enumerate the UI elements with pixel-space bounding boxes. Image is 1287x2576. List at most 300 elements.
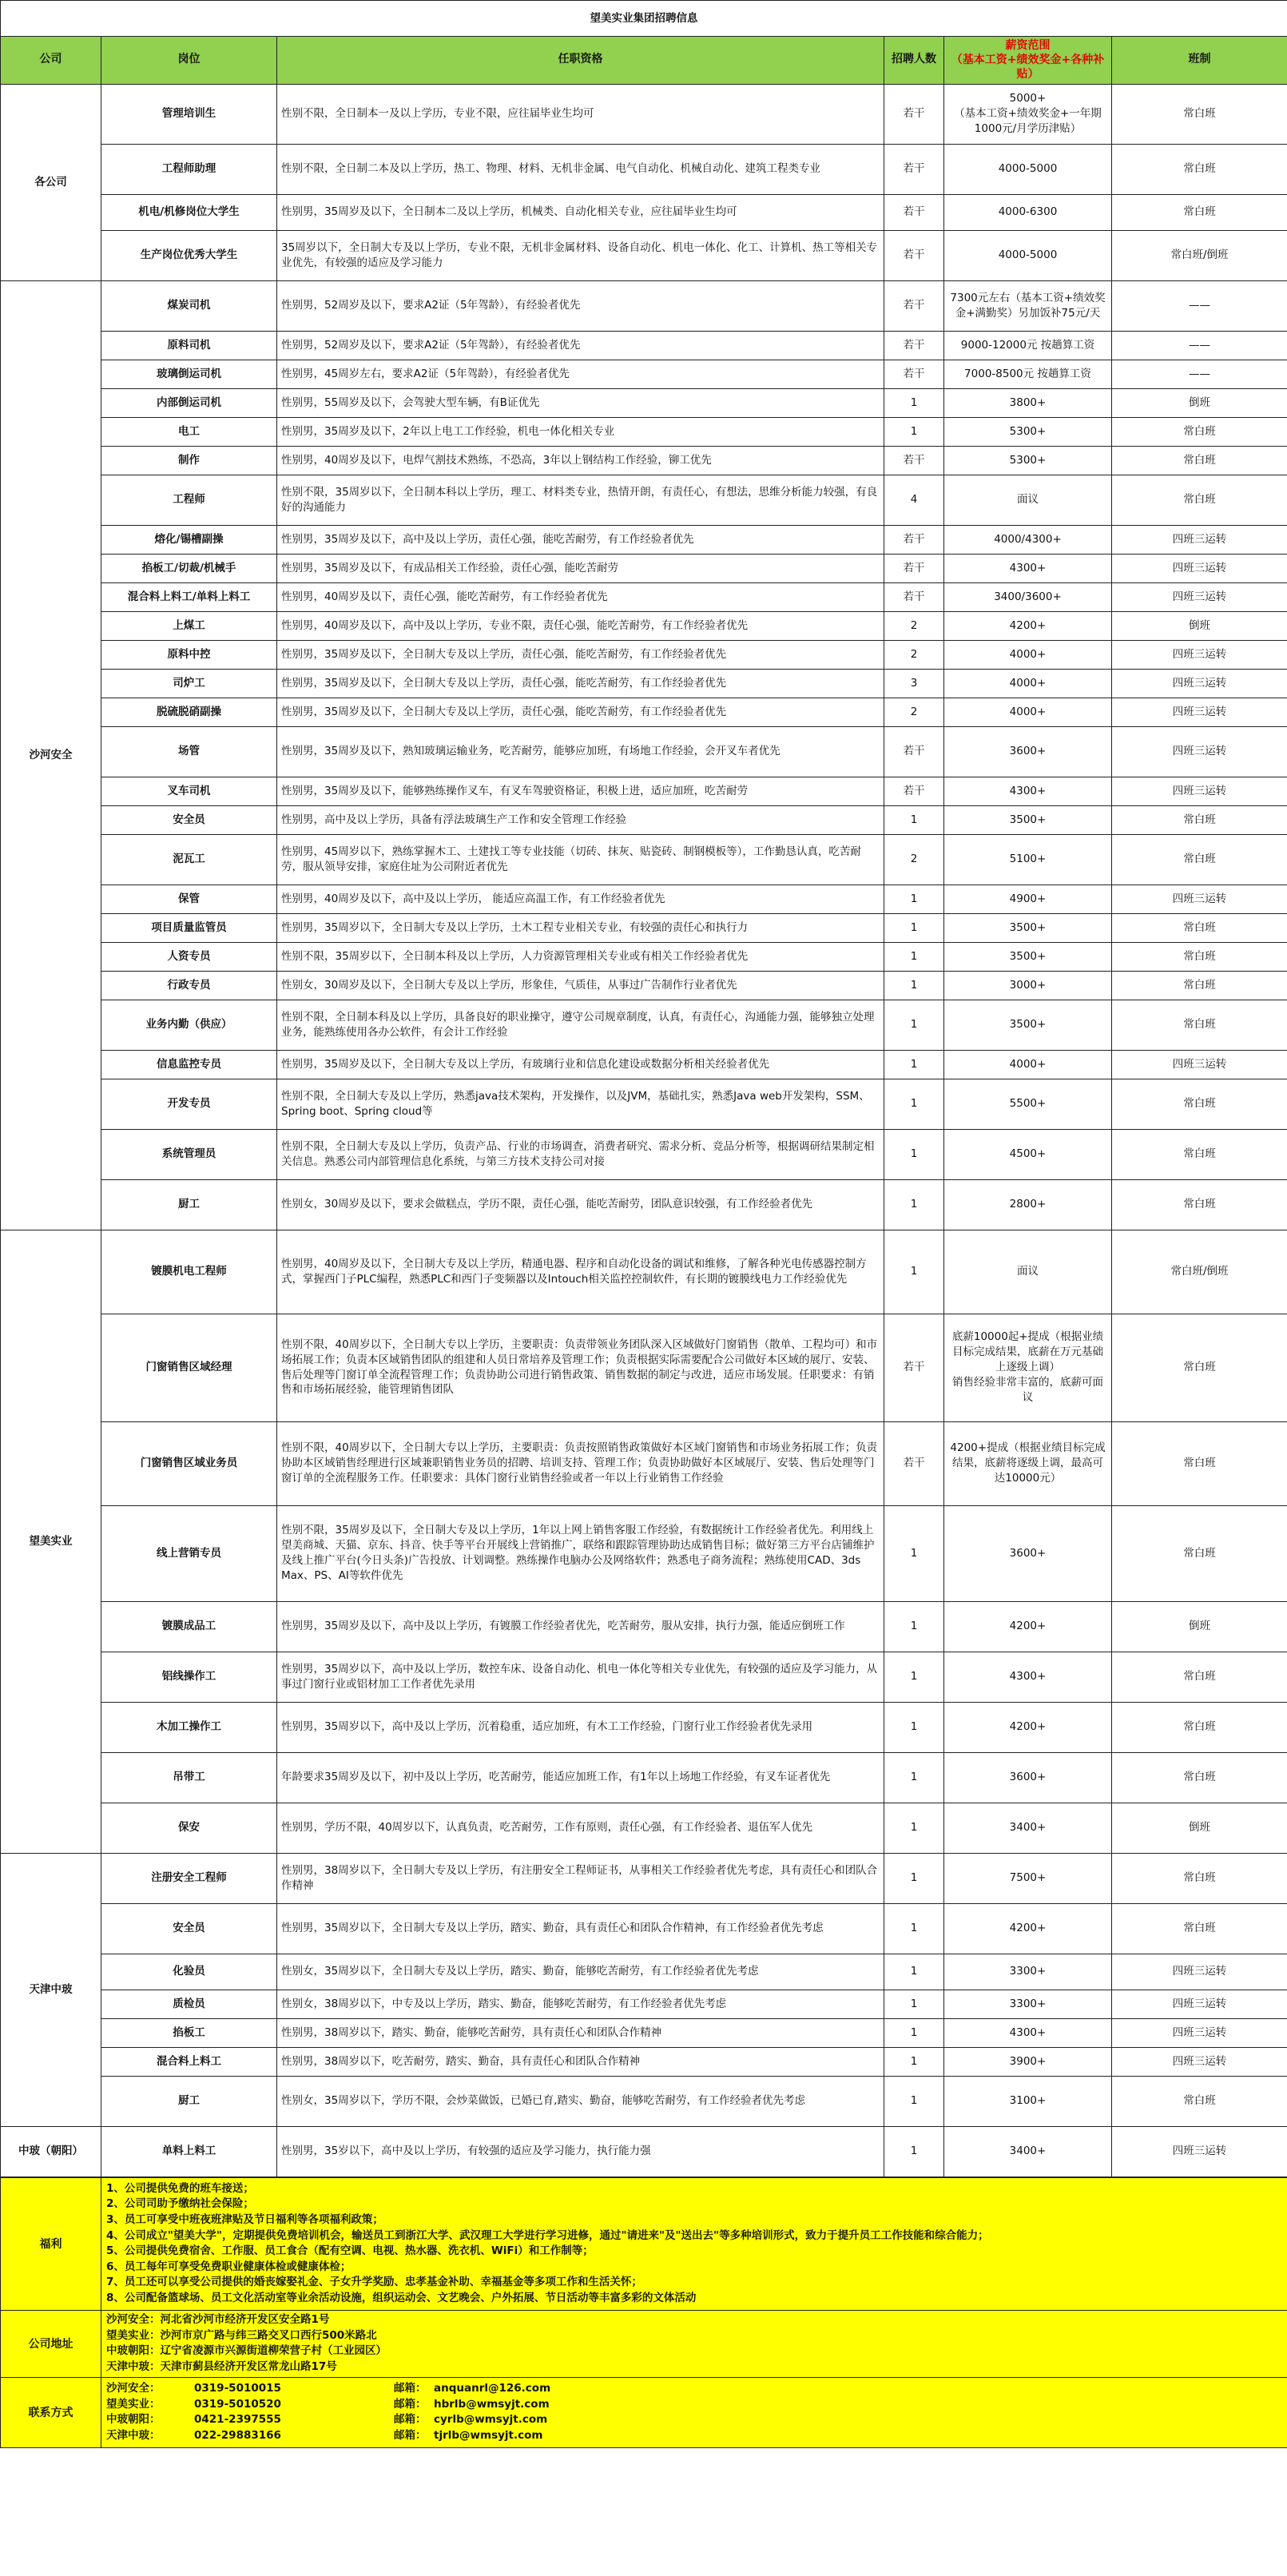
- salary-cell: 3900+: [944, 2047, 1112, 2076]
- job-row: [1, 2018, 1287, 2047]
- salary-cell: 4000+: [944, 698, 1112, 726]
- position-cell: 系统管理员: [101, 1129, 277, 1179]
- position-cell: 脱硫脱硝副操: [101, 698, 277, 726]
- contact-mail-label: 邮箱：: [394, 2381, 427, 2395]
- count-cell: 1: [884, 2018, 944, 2047]
- position-cell: 管理培训生: [101, 84, 277, 144]
- salary-cell: 3400+: [944, 1803, 1112, 1853]
- requirements-cell: 性别男，35周岁及以下，全日制大专及以上学历，有玻璃行业和信息化建设或数据分析相关经验者优先: [277, 1050, 884, 1079]
- contacts-row: [1, 2377, 1287, 2447]
- count-cell: 若干: [884, 194, 944, 230]
- position-cell: 内部倒运司机: [101, 388, 277, 417]
- count-cell: 若干: [884, 331, 944, 360]
- job-row: [1, 1702, 1287, 1752]
- job-row: [1, 1752, 1287, 1803]
- job-row: [1, 1903, 1287, 1954]
- count-cell: 若干: [884, 1314, 944, 1421]
- shift-cell: 常白班: [1112, 1505, 1287, 1601]
- position-cell: 门窗销售区域经理: [101, 1314, 277, 1421]
- position-cell: 上煤工: [101, 611, 277, 640]
- salary-cell: 4200+提成（根据业绩目标完成结果，底薪将逐级上调，最高可达10000元）: [944, 1421, 1112, 1505]
- position-cell: 信息监控专员: [101, 1050, 277, 1079]
- shift-cell: 常白班: [1112, 942, 1287, 971]
- shift-cell: 常白班: [1112, 913, 1287, 942]
- salary-cell: 5100+: [944, 834, 1112, 885]
- count-cell: 1: [884, 885, 944, 913]
- job-row: [1, 84, 1287, 144]
- requirements-cell: 性别不限，全日制大专及以上学历，负责产品、行业的市场调查，消费者研究、需求分析、竞品分析等，根据调研结果制定相关信息。熟悉公司内部管理信息化系统，与第三方技术支持公司对接: [277, 1129, 884, 1179]
- job-row: [1, 1179, 1287, 1230]
- shift-cell: 常白班: [1112, 446, 1287, 475]
- shift-cell: 常白班: [1112, 1702, 1287, 1752]
- count-cell: 1: [884, 417, 944, 446]
- requirements-cell: 性别不限，35周岁及以下，全日制大专及以上学历，1年以上网上销售客服工作经验，有数据统计工作经验者优先。利用线上望美商城、天猫、京东、抖音、快手等平台开展线上营销推广，联络和跟踪管理协助达成销售目标；做好第三方平台店铺维护及线上推广平台(今日头条)广告投放、计划调整。熟练操作电脑办公及网络软件；熟悉电子商务流程；熟练使用CAD、3ds Max、PS、AI等软件优先: [277, 1505, 884, 1601]
- requirements-cell: 性别男，52周岁及以下，要求A2证（5年驾龄），有经验者优先: [277, 331, 884, 360]
- requirements-cell: 性别不限，全日制本一及以上学历，专业不限，应往届毕业生均可: [277, 84, 884, 144]
- position-cell: 厨工: [101, 2076, 277, 2126]
- contact-phone: 0319-5010520: [194, 2397, 281, 2411]
- job-row: [1, 1050, 1287, 1079]
- shift-cell: 四班三运转: [1112, 525, 1287, 554]
- benefit-item: 2、公司司助予缴纳社会保险；: [106, 2197, 254, 2211]
- requirements-cell: 性别女，35周岁以下，全日制大专及以上学历，踏实、勤奋，能够吃苦耐劳，有工作经验者优先考虑: [277, 1954, 884, 1990]
- company-cell: 中玻（朝阳）: [1, 2126, 101, 2176]
- salary-cell: 3600+: [944, 1752, 1112, 1803]
- shift-cell: 倒班: [1112, 1601, 1287, 1652]
- count-cell: 1: [884, 1652, 944, 1702]
- job-row: [1, 2047, 1287, 2076]
- contacts-label: 联系方式: [1, 2377, 101, 2447]
- job-row: [1, 525, 1287, 554]
- benefit-item: 1、公司提供免费的班车接送；: [106, 2181, 254, 2195]
- shift-cell: 四班三运转: [1112, 554, 1287, 582]
- job-row: [1, 698, 1287, 726]
- shift-cell: 四班三运转: [1112, 1990, 1287, 2018]
- shift-cell: 倒班: [1112, 1803, 1287, 1853]
- position-cell: 开发专员: [101, 1079, 277, 1129]
- job-row: [1, 1505, 1287, 1601]
- requirements-cell: 性别男，38周岁以下，吃苦耐劳，踏实、勤奋，具有责任心和团队合作精神: [277, 2047, 884, 2076]
- salary-cell: 底薪10000起+提成（根据业绩目标完成结果，底薪在万元基础上逐级上调） 销售经验非常丰富的，底薪可面议: [944, 1314, 1112, 1421]
- salary-cell: 9000-12000元 按趟算工资: [944, 331, 1112, 360]
- salary-cell: 3600+: [944, 1505, 1112, 1601]
- contact-company: 中玻朝阳：: [106, 2413, 161, 2427]
- benefit-item: 5、公司提供免费宿舍、工作服、员工食合（配有空调、电视、热水器、洗衣机、WiFi）和工作制等；: [106, 2244, 594, 2258]
- position-cell: 场管: [101, 726, 277, 777]
- contact-line: [106, 2412, 1282, 2428]
- shift-cell: 常白班: [1112, 805, 1287, 834]
- count-cell: 若干: [884, 582, 944, 611]
- salary-cell: 3800+: [944, 388, 1112, 417]
- benefits-list: [101, 2177, 1287, 2310]
- salary-cell: 4300+: [944, 777, 1112, 805]
- page-title: 望美实业集团招聘信息: [1, 1, 1287, 37]
- salary-cell: 3100+: [944, 2076, 1112, 2126]
- job-row: [1, 388, 1287, 417]
- count-cell: 2: [884, 834, 944, 885]
- shift-cell: 常白班: [1112, 1314, 1287, 1421]
- requirements-cell: 性别不限，35周岁以下，全日制本科及以上学历，人力资源管理相关专业或有相关工作经验者优先: [277, 942, 884, 971]
- job-row: [1, 834, 1287, 885]
- contact-company: 沙河安全：: [106, 2381, 161, 2395]
- job-row: [1, 1079, 1287, 1129]
- job-row: [1, 1421, 1287, 1505]
- salary-cell: 5500+: [944, 1079, 1112, 1129]
- shift-cell: 常白班: [1112, 1752, 1287, 1803]
- contact-phone: 0421-2397555: [194, 2413, 281, 2427]
- job-row: [1, 777, 1287, 805]
- salary-cell: 4200+: [944, 1601, 1112, 1652]
- position-cell: 线上营销专员: [101, 1505, 277, 1601]
- job-row: [1, 1230, 1287, 1314]
- contact-email-link[interactable]: tjrlb@wmsyjt.com: [434, 2428, 543, 2442]
- position-cell: 保安: [101, 1803, 277, 1853]
- count-cell: 3: [884, 669, 944, 698]
- shift-cell: 四班三运转: [1112, 885, 1287, 913]
- address-item: 天津中玻：天津市蓟县经济开发区常龙山路17号: [106, 2359, 337, 2373]
- salary-cell: 4000+: [944, 1050, 1112, 1079]
- position-cell: 化验员: [101, 1954, 277, 1990]
- count-cell: 1: [884, 1230, 944, 1314]
- position-cell: 单料上料工: [101, 2126, 277, 2176]
- benefits-label: 福利: [1, 2177, 101, 2310]
- footer-table: [0, 2177, 1287, 2448]
- shift-cell: 倒班: [1112, 388, 1287, 417]
- job-row: [1, 1652, 1287, 1702]
- shift-cell: 四班三运转: [1112, 1954, 1287, 1990]
- benefit-item: 8、公司配备篮球场、员工文化活动室等业余活动设施，组织运动会、文艺晚会、户外拓展、节日活动等丰富多彩的文体活动: [106, 2291, 697, 2304]
- requirements-cell: 性别男，高中及以上学历，具备有浮法玻璃生产工作和安全管理工作经验: [277, 805, 884, 834]
- requirements-cell: 性别男，35周岁及以下，全日制本二及以上学历，机械类、自动化相关专业，应往届毕业生均可: [277, 194, 884, 230]
- contact-line: [106, 2381, 1282, 2397]
- job-row: [1, 475, 1287, 525]
- requirements-cell: 年龄要求35周岁及以下，初中及以上学历，吃苦耐劳，能适应加班工作，有1年以上场地工作经验，有叉车证者优先: [277, 1752, 884, 1803]
- requirements-cell: 性别男，35周岁及以下，高中及以上学历，责任心强，能吃苦耐劳，有工作经验者优先: [277, 525, 884, 554]
- salary-cell: 面议: [944, 475, 1112, 525]
- position-cell: 安全员: [101, 1903, 277, 1954]
- position-cell: 司炉工: [101, 669, 277, 698]
- requirements-cell: 性别女，30周岁及以下，要求会做糕点，学历不限，责任心强，能吃苦耐劳，团队意识较强，有工作经验者优先: [277, 1179, 884, 1230]
- job-row: [1, 360, 1287, 388]
- shift-cell: 常白班: [1112, 2076, 1287, 2126]
- count-cell: 1: [884, 1000, 944, 1050]
- count-cell: 1: [884, 1903, 944, 1954]
- shift-cell: 常白班: [1112, 417, 1287, 446]
- position-cell: 生产岗位优秀大学生: [101, 230, 277, 280]
- salary-cell: 4000-5000: [944, 144, 1112, 194]
- salary-cell: 4000-6300: [944, 194, 1112, 230]
- salary-cell: 4000+: [944, 640, 1112, 669]
- company-cell: 天津中玻: [1, 1853, 101, 2126]
- count-cell: 若干: [884, 777, 944, 805]
- address-item: 沙河安全：河北省沙河市经济开发区安全路1号: [106, 2312, 330, 2326]
- salary-cell: 4200+: [944, 1903, 1112, 1954]
- contact-email-link[interactable]: hbrlb@wmsyjt.com: [434, 2397, 550, 2411]
- shift-cell: 四班三运转: [1112, 2018, 1287, 2047]
- count-cell: 1: [884, 1954, 944, 1990]
- count-cell: 1: [884, 1803, 944, 1853]
- shift-cell: 常白班/倒班: [1112, 230, 1287, 280]
- header-requirements: 任职资格: [277, 37, 884, 85]
- salary-cell: 3000+: [944, 971, 1112, 1000]
- salary-cell: 4900+: [944, 885, 1112, 913]
- position-cell: 行政专员: [101, 971, 277, 1000]
- contact-line: [106, 2397, 1282, 2413]
- requirements-cell: 性别男，35周岁及以下，有成品相关工作经验，责任心强，能吃苦耐劳: [277, 554, 884, 582]
- header-row: [1, 37, 1287, 85]
- salary-cell: 4500+: [944, 1129, 1112, 1179]
- count-cell: 若干: [884, 84, 944, 144]
- header-shift: 班制: [1112, 37, 1287, 85]
- salary-cell: 5000+ （基本工资+绩效奖金+一年期1000元/月学历津贴）: [944, 84, 1112, 144]
- requirements-cell: 性别男，35周岁以下，高中及以上学历，沉着稳重，适应加班，有木工工作经验，门窗行业工作经验者优先录用: [277, 1702, 884, 1752]
- header-salary-title: 薪资范围: [1005, 39, 1051, 52]
- count-cell: 若干: [884, 446, 944, 475]
- requirements-cell: 性别男，38周岁以下，踏实、勤奋，能够吃苦耐劳，具有责任心和团队合作精神: [277, 2018, 884, 2047]
- requirements-cell: 性别男，35周岁及以下，能够熟练操作叉车，有叉车驾驶资格证，积极上进，适应加班，吃苦耐劳: [277, 777, 884, 805]
- salary-cell: 4000+: [944, 669, 1112, 698]
- job-row: [1, 726, 1287, 777]
- shift-cell: 常白班: [1112, 144, 1287, 194]
- job-row: [1, 1954, 1287, 1990]
- job-row: [1, 640, 1287, 669]
- job-row: [1, 669, 1287, 698]
- count-cell: 2: [884, 611, 944, 640]
- requirements-cell: 性别女，30周岁及以下，全日制大专及以上学历，形象佳，气质佳，从事过广告制作行业者优先: [277, 971, 884, 1000]
- count-cell: 1: [884, 1179, 944, 1230]
- salary-cell: 3500+: [944, 913, 1112, 942]
- count-cell: 4: [884, 475, 944, 525]
- shift-cell: 四班三运转: [1112, 2126, 1287, 2176]
- count-cell: 1: [884, 2047, 944, 2076]
- benefit-item: 6、员工每年可享受免费职业健康体检或健康体检；: [106, 2260, 352, 2273]
- count-cell: 若干: [884, 1421, 944, 1505]
- position-cell: 安全员: [101, 805, 277, 834]
- shift-cell: 常白班: [1112, 1421, 1287, 1505]
- job-row: [1, 331, 1287, 360]
- count-cell: 1: [884, 1505, 944, 1601]
- shift-cell: 常白班: [1112, 1000, 1287, 1050]
- requirements-cell: 性别男，学历不限，40周岁以下，认真负责，吃苦耐劳，工作有原则，责任心强，有工作经验者、退伍军人优先: [277, 1803, 884, 1853]
- job-row: [1, 942, 1287, 971]
- job-row: [1, 144, 1287, 194]
- requirements-cell: 性别女，35周岁以下，学历不限，会炒菜做饭，已婚已育,踏实、勤奋，能够吃苦耐劳，有工作经验者优先考虑: [277, 2076, 884, 2126]
- salary-cell: 3300+: [944, 1954, 1112, 1990]
- contact-email-link[interactable]: anquanrl@126.com: [434, 2381, 551, 2395]
- salary-cell: 7300元左右（基本工资+绩效奖金+满勤奖）另加饭补75元/天: [944, 280, 1112, 331]
- job-row: [1, 611, 1287, 640]
- benefit-item: 7、员工还可以享受公司提供的婚丧嫁娶礼金、子女升学奖励、忠孝基金补助、幸福基金等多项工作和生活关怀；: [106, 2276, 642, 2289]
- contact-mail-label: 邮箱：: [394, 2397, 427, 2411]
- position-cell: 镀膜机电工程师: [101, 1230, 277, 1314]
- job-row: [1, 194, 1287, 230]
- salary-cell: 3300+: [944, 1990, 1112, 2018]
- requirements-cell: 性别男，52周岁及以下，要求A2证（5年驾龄），有经验者优先: [277, 280, 884, 331]
- count-cell: 1: [884, 1129, 944, 1179]
- position-cell: 工程师: [101, 475, 277, 525]
- position-cell: 铝线操作工: [101, 1652, 277, 1702]
- position-cell: 机电/机修岗位大学生: [101, 194, 277, 230]
- position-cell: 制作: [101, 446, 277, 475]
- shift-cell: 四班三运转: [1112, 698, 1287, 726]
- requirements-cell: 性别不限，全日制二本及以上学历，热工、物理、材料、无机非金属、电气自动化、机械自动化、建筑工程类专业: [277, 144, 884, 194]
- shift-cell: 常白班: [1112, 1903, 1287, 1954]
- contact-company: 天津中玻：: [106, 2428, 161, 2442]
- shift-cell: 常白班: [1112, 1652, 1287, 1702]
- benefit-item: 4、公司成立"望美大学"，定期提供免费培训机会，输送员工到浙江大学、武汉理工大学进行学习进修，通过"请进来"及"送出去"等多种培训形式，致力于提升员工工作技能和综合能力；: [106, 2228, 989, 2242]
- salary-cell: 3500+: [944, 942, 1112, 971]
- company-cell: 各公司: [1, 84, 101, 280]
- position-cell: 原料司机: [101, 331, 277, 360]
- position-cell: 镀膜成品工: [101, 1601, 277, 1652]
- position-cell: 保管: [101, 885, 277, 913]
- count-cell: 1: [884, 1853, 944, 1903]
- position-cell: 混合料上料工/单料上料工: [101, 582, 277, 611]
- contact-mail-label: 邮箱：: [394, 2428, 427, 2442]
- count-cell: 若干: [884, 726, 944, 777]
- position-cell: 注册安全工程师: [101, 1853, 277, 1903]
- header-salary-note: （基本工资+绩效奖金+各种补贴）: [951, 54, 1105, 81]
- address-list: [101, 2310, 1287, 2377]
- position-cell: 原料中控: [101, 640, 277, 669]
- salary-cell: 4000/4300+: [944, 525, 1112, 554]
- salary-cell: 4200+: [944, 1702, 1112, 1752]
- contact-line: [106, 2428, 1282, 2444]
- job-row: [1, 1803, 1287, 1853]
- address-item: 望美实业：沙河市京广路与纬三路交叉口西行500米路北: [106, 2328, 377, 2342]
- count-cell: 1: [884, 913, 944, 942]
- salary-cell: 7500+: [944, 1853, 1112, 1903]
- requirements-cell: 性别男，35周岁以下，高中及以上学历，数控车床、设备自动化、机电一体化等相关专业优先，有较强的适应及学习能力，从事过门窗行业或铝材加工工作者优先录用: [277, 1652, 884, 1702]
- position-cell: 质检员: [101, 1990, 277, 2018]
- requirements-cell: 性别男，38周岁以下，全日制大专及以上学历，有注册安全工程师证书，从事相关工作经验者优先考虑，具有责任心和团队合作精神: [277, 1853, 884, 1903]
- job-row: [1, 1601, 1287, 1652]
- address-item: 中玻朝阳：辽宁省凌源市兴源街道柳荣营子村（工业园区）: [106, 2344, 387, 2358]
- position-cell: 混合料上料工: [101, 2047, 277, 2076]
- count-cell: 2: [884, 698, 944, 726]
- shift-cell: 倒班: [1112, 611, 1287, 640]
- count-cell: 若干: [884, 360, 944, 388]
- requirements-cell: 性别男，40周岁及以下，责任心强，能吃苦耐劳，有工作经验者优先: [277, 582, 884, 611]
- requirements-cell: 性别男，35岁以下，高中及以上学历，有较强的适应及学习能力，执行能力强: [277, 2126, 884, 2176]
- count-cell: 若干: [884, 144, 944, 194]
- job-row: [1, 2126, 1287, 2176]
- salary-cell: 2800+: [944, 1179, 1112, 1230]
- shift-cell: 常白班: [1112, 1853, 1287, 1903]
- requirements-cell: 性别男，35周岁及以下，高中及以上学历，有镀膜工作经验者优先，吃苦耐劳，服从安排，执行力强，能适应倒班工作: [277, 1601, 884, 1652]
- address-row: [1, 2310, 1287, 2377]
- salary-cell: 4000-5000: [944, 230, 1112, 280]
- job-row: [1, 913, 1287, 942]
- salary-cell: 5300+: [944, 417, 1112, 446]
- requirements-cell: 性别不限，35周岁以下，全日制本科以上学历，理工、材料类专业，热情开朗，有责任心，有想法，思维分析能力较强，有良好的沟通能力: [277, 475, 884, 525]
- requirements-cell: 性别男，40周岁及以下，电焊气割技术熟练，不恐高，3年以上钢结构工作经验，铆工优先: [277, 446, 884, 475]
- requirements-cell: 性别不限，40周岁以下，全日制大专以上学历，主要职责：负责按照销售政策做好本区域门窗销售和市场业务拓展工作；负责协助本区域销售经理进行区域兼职销售业务员的招聘、培训支持、管理工作；负责协助做好本区域展厅、安装、售后处理等门窗订单的全流程服务工作。任职要求：具体门窗行业销售经验或者一年以上行业销售工作经验: [277, 1421, 884, 1505]
- requirements-cell: 性别男，35周岁及以下，全日制大专及以上学历，责任心强，能吃苦耐劳，有工作经验者优先: [277, 669, 884, 698]
- count-cell: 1: [884, 1752, 944, 1803]
- salary-cell: 5300+: [944, 446, 1112, 475]
- position-cell: 掐板工/切裁/机械手: [101, 554, 277, 582]
- requirements-cell: 性别不限，全日制本科及以上学历，具备良好的职业操守，遵守公司规章制度，认真，有责任心，沟通能力强，能够独立处理业务，能熟练使用各办公软件，有会计工作经验: [277, 1000, 884, 1050]
- contact-mail-label: 邮箱：: [394, 2413, 427, 2427]
- shift-cell: 常白班/倒班: [1112, 1230, 1287, 1314]
- benefits-row: [1, 2177, 1287, 2310]
- shift-cell: 常白班: [1112, 1129, 1287, 1179]
- job-row: [1, 1990, 1287, 2018]
- requirements-cell: 性别男，45周岁以下，熟练掌握木工、土建找工等专业技能（切砖、抹灰、贴瓷砖、制钢模板等），工作勤恳认真，吃苦耐劳，服从领导安排，家庭住址为公司附近者优先: [277, 834, 884, 885]
- salary-cell: 面议: [944, 1230, 1112, 1314]
- contact-phone: 0319-5010015: [194, 2381, 281, 2395]
- position-cell: 玻璃倒运司机: [101, 360, 277, 388]
- contact-email-link[interactable]: cyrlb@wmsyjt.com: [434, 2413, 548, 2427]
- position-cell: 项目质量监管员: [101, 913, 277, 942]
- job-row: [1, 1129, 1287, 1179]
- shift-cell: 四班三运转: [1112, 726, 1287, 777]
- shift-cell: 常白班: [1112, 1179, 1287, 1230]
- position-cell: 工程师助理: [101, 144, 277, 194]
- salary-cell: 4300+: [944, 554, 1112, 582]
- requirements-cell: 性别男，40周岁及以下，全日制大专及以上学历，精通电器、程序和自动化设备的调试和维修，了解各种光电传感器控制方式，掌握西门子PLC编程，熟悉PLC和西门子变频器以及Intouch相关监控控制软件，有长期的镀膜线电力工作经验优先: [277, 1230, 884, 1314]
- salary-cell: 4200+: [944, 611, 1112, 640]
- salary-cell: 7000-8500元 按趟算工资: [944, 360, 1112, 388]
- salary-cell: 4300+: [944, 2018, 1112, 2047]
- count-cell: 1: [884, 942, 944, 971]
- job-row: [1, 2076, 1287, 2126]
- shift-cell: ——: [1112, 280, 1287, 331]
- requirements-cell: 性别男，35周岁及以下，全日制大专及以上学历，责任心强，能吃苦耐劳，有工作经验者优先: [277, 640, 884, 669]
- count-cell: 1: [884, 2126, 944, 2176]
- shift-cell: 常白班: [1112, 194, 1287, 230]
- position-cell: 门窗销售区域业务员: [101, 1421, 277, 1505]
- job-row: [1, 417, 1287, 446]
- salary-cell: 3500+: [944, 1000, 1112, 1050]
- contact-phone: 022-29883166: [194, 2428, 281, 2442]
- requirements-cell: 性别不限，40周岁以下，全日制大专以上学历，主要职责：负责带领业务团队深入区域做好门窗销售（散单、工程均可）和市场拓展工作；负责本区域销售团队的组建和人员日常培养及管理工作；负责根据实际需要配合公司做好本区域的展厅、安装、售后处理等门窗订单全流程管理工作；负责协助公司进行销售政策、销售数据的制定与改进，适应市场发展。任职要求：有销售和市场拓展经验，能管理销售团队: [277, 1314, 884, 1421]
- shift-cell: 常白班: [1112, 84, 1287, 144]
- count-cell: 2: [884, 640, 944, 669]
- position-cell: 熔化/锡槽副操: [101, 525, 277, 554]
- shift-cell: 常白班: [1112, 971, 1287, 1000]
- header-salary: [944, 37, 1112, 85]
- count-cell: 1: [884, 1079, 944, 1129]
- count-cell: 1: [884, 1702, 944, 1752]
- shift-cell: 四班三运转: [1112, 640, 1287, 669]
- count-cell: 1: [884, 2076, 944, 2126]
- contact-company: 望美实业：: [106, 2397, 161, 2411]
- count-cell: 1: [884, 388, 944, 417]
- salary-cell: 3400/3600+: [944, 582, 1112, 611]
- job-row: [1, 885, 1287, 913]
- count-cell: 若干: [884, 525, 944, 554]
- requirements-cell: 性别男，35周岁以下，全日制大专及以上学历，土木工程专业相关专业，有较强的责任心和执行力: [277, 913, 884, 942]
- shift-cell: 四班三运转: [1112, 582, 1287, 611]
- job-row: [1, 582, 1287, 611]
- salary-cell: 3500+: [944, 805, 1112, 834]
- position-cell: 厨工: [101, 1179, 277, 1230]
- count-cell: 1: [884, 971, 944, 1000]
- job-row: [1, 554, 1287, 582]
- shift-cell: 常白班: [1112, 475, 1287, 525]
- shift-cell: 常白班: [1112, 1079, 1287, 1129]
- job-row: [1, 1853, 1287, 1903]
- shift-cell: ——: [1112, 331, 1287, 360]
- salary-cell: 4300+: [944, 1652, 1112, 1702]
- requirements-cell: 性别男，35周岁及以下，熟知玻璃运输业务，吃苦耐劳，能够应加班，有场地工作经验，会开叉车者优先: [277, 726, 884, 777]
- requirements-cell: 性别男，40周岁及以下，高中及以上学历，专业不限，责任心强，能吃苦耐劳，有工作经验者优先: [277, 611, 884, 640]
- requirements-cell: 性别女，38周岁以下，中专及以上学历，踏实、勤奋，能够吃苦耐劳，有工作经验者优先考虑: [277, 1990, 884, 2018]
- count-cell: 若干: [884, 554, 944, 582]
- count-cell: 1: [884, 1050, 944, 1079]
